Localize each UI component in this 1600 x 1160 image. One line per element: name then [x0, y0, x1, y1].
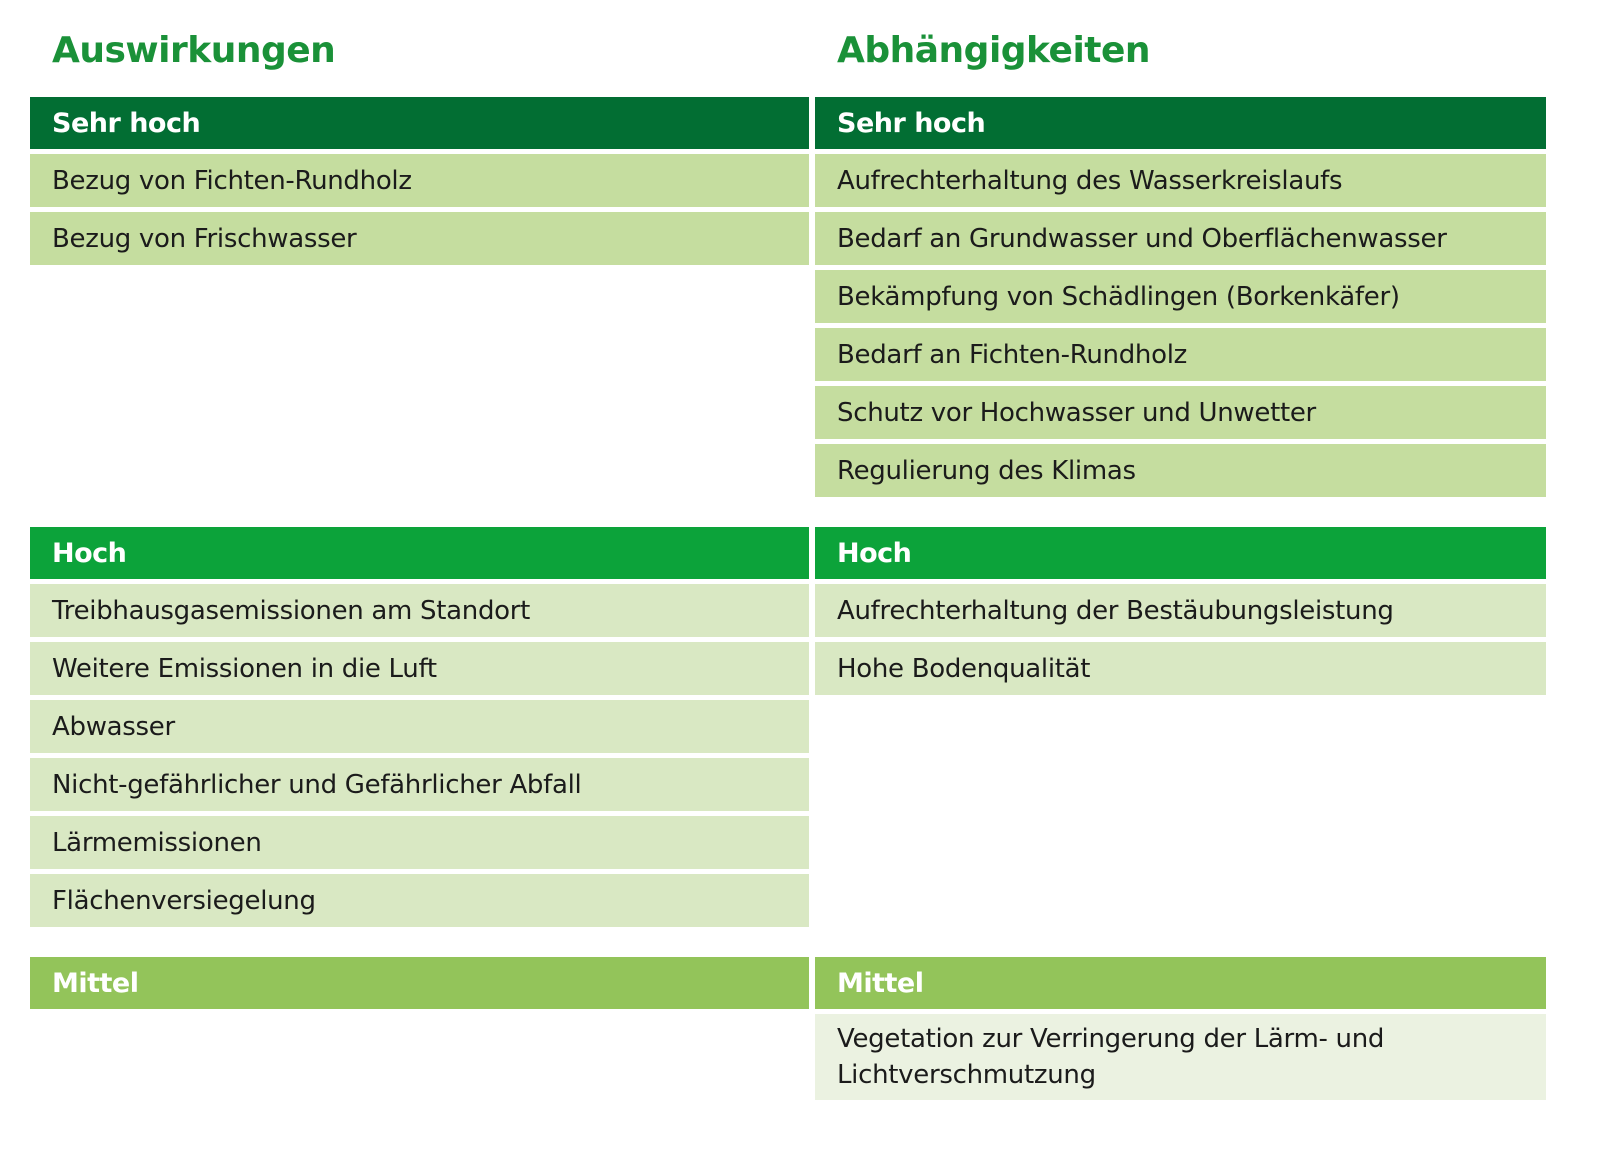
impact-item: Flächenversiegelung — [30, 874, 809, 927]
impacts-high-section — [30, 527, 809, 927]
impacts-high-header: Hoch — [30, 527, 809, 579]
impact-item: Bezug von Frischwasser — [30, 212, 809, 265]
dependencies-very-high-section — [815, 97, 1546, 497]
dependency-item: Bekämpfung von Schädlingen (Borkenkäfer) — [815, 270, 1546, 323]
dependency-item: Bedarf an Fichten-Rundholz — [815, 328, 1546, 381]
dependencies-medium-header: Mittel — [815, 957, 1546, 1009]
dependency-item: Aufrechterhaltung des Wasserkreislaufs — [815, 154, 1546, 207]
dependencies-high-header: Hoch — [815, 527, 1546, 579]
impacts-very-high-section — [30, 97, 809, 265]
dependency-item: Aufrechterhaltung der Bestäubungsleistung — [815, 584, 1546, 637]
impacts-title: Auswirkungen — [52, 30, 336, 71]
impact-item: Nicht-gefährlicher und Gefährlicher Abfall — [30, 758, 809, 811]
impact-item: Abwasser — [30, 700, 809, 753]
impacts-medium-section — [30, 957, 809, 1009]
dependency-item: Vegetation zur Verringerung der Lärm- und Lichtverschmutzung — [815, 1014, 1546, 1100]
dependency-item: Hohe Bodenqualität — [815, 642, 1546, 695]
dependency-item: Bedarf an Grundwasser und Oberflächenwasser — [815, 212, 1546, 265]
impact-item: Treibhausgasemissionen am Standort — [30, 584, 809, 637]
dependencies-high-section — [815, 527, 1546, 695]
impact-item: Bezug von Fichten-Rundholz — [30, 154, 809, 207]
dependency-item: Regulierung des Klimas — [815, 444, 1546, 497]
dependency-item: Schutz vor Hochwasser und Unwetter — [815, 386, 1546, 439]
dependencies-medium-section — [815, 957, 1546, 1100]
impact-item: Weitere Emissionen in die Luft — [30, 642, 809, 695]
impact-item: Lärmemissionen — [30, 816, 809, 869]
impacts-medium-header: Mittel — [30, 957, 809, 1009]
dependencies-very-high-header: Sehr hoch — [815, 97, 1546, 149]
impacts-very-high-header: Sehr hoch — [30, 97, 809, 149]
dependencies-title: Abhängigkeiten — [837, 30, 1151, 71]
